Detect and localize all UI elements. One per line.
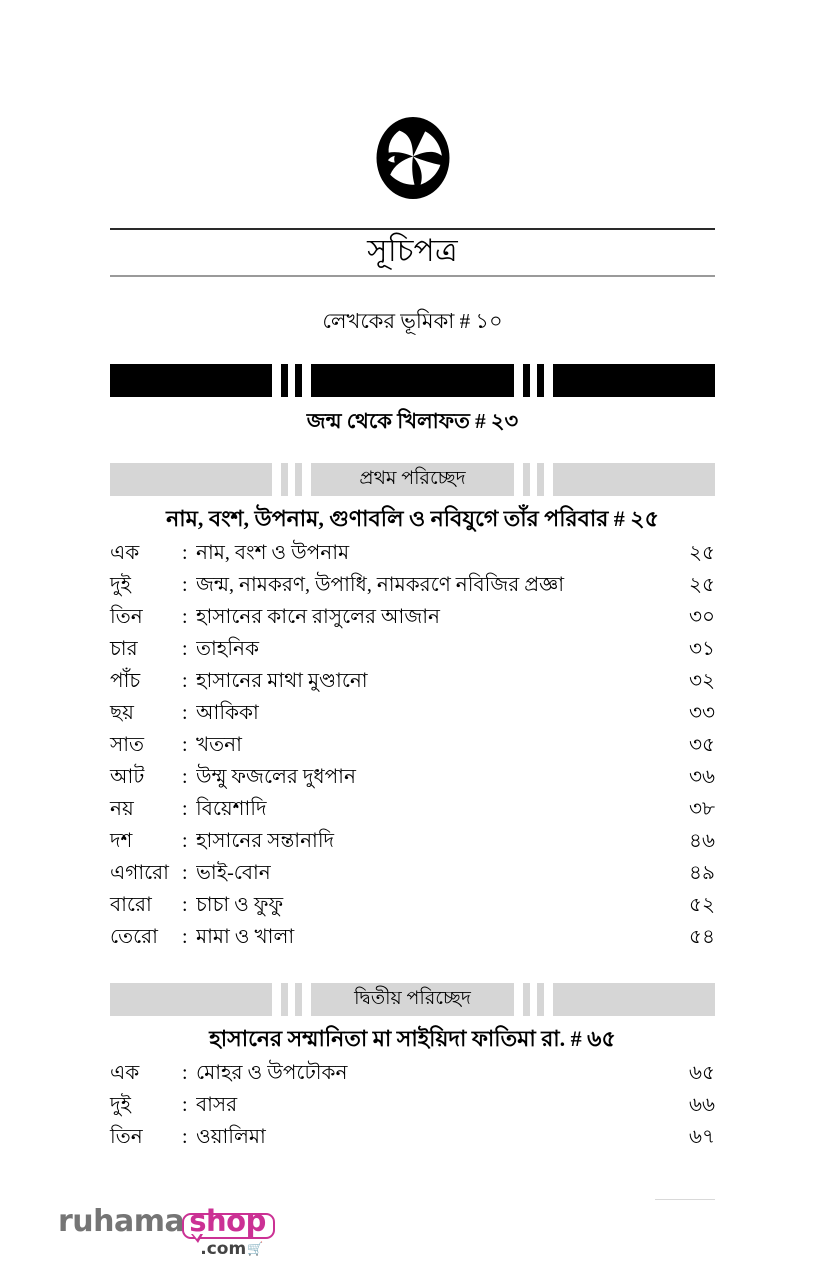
band-gap	[544, 364, 553, 397]
entry-title: ওয়ালিমা	[196, 1126, 266, 1148]
entry-page-number: ৩৬	[688, 766, 715, 788]
toc-entry[interactable]	[110, 730, 715, 762]
preface-entry[interactable]: লেখকের ভূমিকা # ১০	[322, 309, 503, 333]
chapter-title-1: নাম, বংশ, উপনাম, গুণাবলি ও নবিযুগে তাঁর পরিবার # ২৫	[166, 506, 659, 531]
entry-number-word: দুই	[110, 1094, 131, 1116]
toc-entry[interactable]	[110, 570, 715, 602]
entry-page-number: ৬৬	[688, 1094, 715, 1116]
band-segment-right	[553, 983, 715, 1016]
band-gap	[530, 364, 537, 397]
footer-rule	[655, 1199, 715, 1200]
toc-entry[interactable]	[110, 666, 715, 698]
entry-separator: :	[182, 766, 188, 788]
entry-page-number: ৪৯	[689, 862, 715, 884]
entry-page-number: ৩৫	[689, 734, 715, 756]
entry-page-number: ২৫	[689, 542, 715, 564]
entry-page-number: ৩১	[689, 638, 715, 660]
band-bar	[523, 364, 530, 397]
band-gap	[288, 983, 295, 1016]
entry-separator: :	[182, 542, 188, 564]
band-gap	[544, 983, 553, 1016]
band-gap	[302, 463, 311, 496]
band-gap	[272, 364, 281, 397]
entry-page-number: ৫৪	[689, 926, 715, 948]
band-bar	[537, 983, 544, 1016]
band-gap	[272, 983, 281, 1016]
toc-entry[interactable]	[110, 698, 715, 730]
pinwheel-ornament-icon	[375, 115, 451, 201]
toc-entry[interactable]	[110, 1122, 715, 1154]
entry-page-number: ৫২	[689, 894, 715, 916]
band-segment-right	[553, 364, 715, 397]
entry-list-chapter-1	[110, 538, 715, 954]
entry-separator: :	[182, 862, 188, 884]
entry-page-number: ৬৫	[689, 1062, 715, 1084]
entry-number-word: নয়	[110, 798, 134, 820]
toc-entry[interactable]	[110, 826, 715, 858]
band-segment-center	[311, 364, 514, 397]
chapter-band-2	[110, 983, 715, 1016]
band-gap	[288, 463, 295, 496]
toc-entry[interactable]	[110, 794, 715, 826]
entry-title: মামা ও খালা	[196, 926, 295, 948]
entry-number-word: তেরো	[110, 926, 158, 948]
entry-separator: :	[182, 574, 188, 596]
band-segment-left	[110, 983, 272, 1016]
logo-brand-secondary: shop	[189, 1204, 266, 1238]
header-ornament	[0, 115, 825, 201]
entry-list-chapter-2	[110, 1058, 715, 1154]
entry-number-word: এগারো	[110, 862, 169, 884]
band-bar	[295, 364, 302, 397]
entry-number-word: বারো	[110, 894, 152, 916]
entry-title: বিয়েশাদি	[196, 798, 267, 820]
entry-separator: :	[182, 734, 188, 756]
entry-number-word: চার	[110, 638, 138, 660]
title-block	[110, 228, 715, 277]
band-gap	[288, 364, 295, 397]
chapter-title-2: হাসানের সম্মানিতা মা সাইয়িদা ফাতিমা রা. # ৬৫	[209, 1026, 616, 1051]
band-bar	[537, 463, 544, 496]
band-gap	[514, 463, 523, 496]
toc-entry[interactable]	[110, 1090, 715, 1122]
band-gap	[544, 463, 553, 496]
logo-bubble	[182, 1204, 275, 1259]
entry-separator: :	[182, 1126, 188, 1148]
entry-title: বাসর	[196, 1094, 238, 1116]
entry-page-number: ৩৩	[688, 702, 715, 724]
entry-number-word: দশ	[110, 830, 133, 852]
entry-number-word: সাত	[110, 734, 145, 756]
toc-entry[interactable]	[110, 602, 715, 634]
entry-number-word: এক	[110, 542, 140, 564]
band-gap	[530, 983, 537, 1016]
entry-title: আকিকা	[196, 702, 259, 724]
entry-title: চাচা ও ফুফু	[196, 894, 284, 916]
band-bar	[537, 364, 544, 397]
entry-title: ভাই-বোন	[196, 862, 271, 884]
shopping-cart-icon: 🛒	[247, 1242, 264, 1257]
band-gap	[302, 364, 311, 397]
ruhamashop-watermark-logo[interactable]	[58, 1204, 275, 1259]
entry-title: নাম, বংশ ও উপনাম	[196, 542, 350, 564]
entry-title: হাসানের কানে রাসুলের আজান	[196, 606, 440, 628]
entry-separator: :	[182, 638, 188, 660]
toc-entry[interactable]	[110, 634, 715, 666]
entry-number-word: আট	[110, 766, 145, 788]
entry-separator: :	[182, 1062, 188, 1084]
toc-entry[interactable]	[110, 858, 715, 890]
toc-entry[interactable]	[110, 762, 715, 794]
band-segment-left	[110, 364, 272, 397]
entry-number-word: তিন	[110, 1126, 143, 1148]
entry-number-word: এক	[110, 1062, 140, 1084]
toc-entry[interactable]	[110, 890, 715, 922]
toc-entry[interactable]	[110, 1058, 715, 1090]
entry-title: তাহনিক	[196, 638, 259, 660]
band-bar	[295, 983, 302, 1016]
entry-separator: :	[182, 894, 188, 916]
entry-number-word: পাঁচ	[110, 670, 141, 692]
entry-title: মোহর ও উপঢৌকন	[196, 1062, 348, 1084]
band-gap	[514, 983, 523, 1016]
entry-page-number: ৩০	[688, 606, 715, 628]
entry-page-number: ৪৬	[689, 830, 715, 852]
toc-entry[interactable]	[110, 922, 715, 954]
page-title: সূচিপত্র	[367, 233, 458, 268]
band-bar	[295, 463, 302, 496]
band-gap	[530, 463, 537, 496]
chapter-band-1	[110, 463, 715, 496]
entry-separator: :	[182, 1094, 188, 1116]
entry-page-number: ৬৭	[688, 1126, 715, 1148]
chapter-band-label: দ্বিতীয় পরিচ্ছেদ	[354, 988, 471, 1009]
band-segment-center	[311, 983, 514, 1016]
entry-number-word: তিন	[110, 606, 143, 628]
chapter-band-label: প্রথম পরিচ্ছেদ	[359, 468, 466, 489]
band-bar	[281, 364, 288, 397]
section-band-black	[110, 364, 715, 397]
entry-separator: :	[182, 606, 188, 628]
entry-number-word: দুই	[110, 574, 131, 596]
entry-separator: :	[182, 702, 188, 724]
band-segment-right	[553, 463, 715, 496]
entry-number-word: ছয়	[110, 702, 134, 724]
logo-domain-suffix: .com	[200, 1239, 247, 1259]
band-bar	[281, 983, 288, 1016]
main-section-heading: জন্ম থেকে খিলাফত # ২৩	[306, 409, 519, 433]
entry-separator: :	[182, 926, 188, 948]
band-gap	[514, 364, 523, 397]
toc-entry[interactable]	[110, 538, 715, 570]
entry-title: উম্মু ফজলের দুধপান	[196, 766, 356, 788]
entry-separator: :	[182, 798, 188, 820]
band-bar	[523, 983, 530, 1016]
band-bar	[523, 463, 530, 496]
entry-title: খতনা	[196, 734, 242, 756]
entry-page-number: ৩৮	[689, 798, 715, 820]
band-gap	[272, 463, 281, 496]
entry-page-number: ৩২	[688, 670, 715, 692]
entry-title: হাসানের সন্তানাদি	[196, 830, 335, 852]
entry-title: হাসানের মাথা মুণ্ডানো	[196, 670, 368, 692]
entry-separator: :	[182, 670, 188, 692]
entry-title: জন্ম, নামকরণ, উপাধি, নামকরণে নবিজির প্রজ্ঞা	[196, 574, 565, 596]
logo-domain-suffix-group	[200, 1241, 263, 1258]
entry-separator: :	[182, 830, 188, 852]
logo-brand-primary: ruhama	[58, 1204, 185, 1239]
band-segment-center	[311, 463, 514, 496]
band-bar	[281, 463, 288, 496]
band-segment-left	[110, 463, 272, 496]
title-rule-bottom	[110, 275, 715, 277]
band-gap	[302, 983, 311, 1016]
entry-page-number: ২৫	[689, 574, 715, 596]
